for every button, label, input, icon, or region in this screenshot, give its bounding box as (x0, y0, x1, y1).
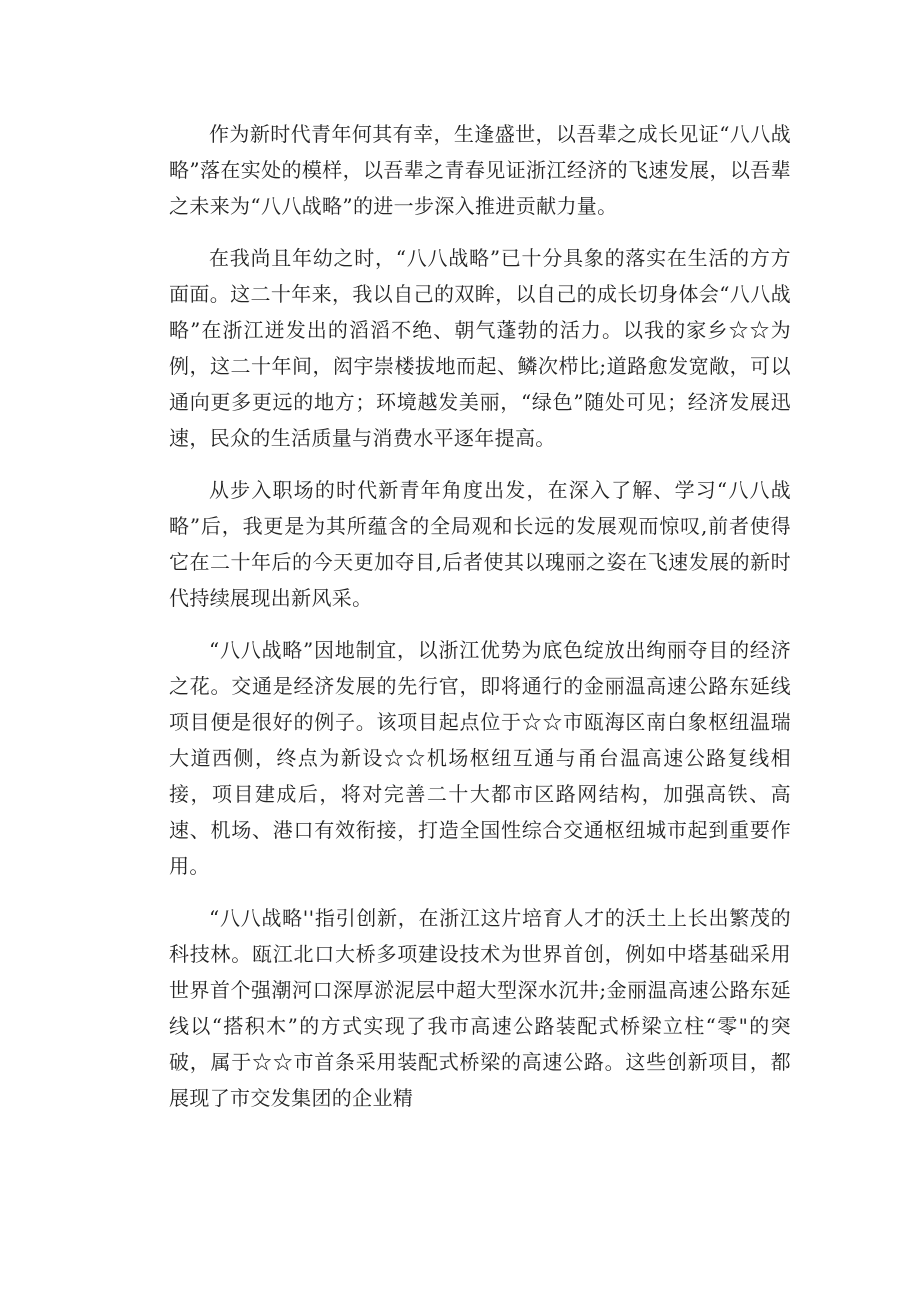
paragraph-2: 在我尚且年幼之时，“八八战略”已十分具象的落实在生活的方方面面。这二十年来，我以自己的双眸，以自己的成长切身体会“八八战略”在浙江迸发出的滔滔不绝、朝气蓬勃的活力。以我的家乡☆☆为例，这二十年间，闳宇崇楼拔地而起、鳞次栉比;道路愈发宽敞，可以通向更多更远的地方；环境越发美丽，“绿色”随处可见；经济发展迅速，民众的生活质量与消费水平逐年提高。 (169, 246, 791, 450)
paragraph-1: 作为新时代青年何其有幸，生逢盛世，以吾辈之成长见证“八八战略”落在实处的模样，以吾辈之青春见证浙江经济的飞速发展，以吾辈之未来为“八八战略”的进一步深入推进贡献力量。 (169, 122, 791, 218)
paragraph-5: “八八战略''指引创新，在浙江这片培育人才的沃土上长出繁茂的科技林。瓯江北口大桥多项建设技术为世界首创，例如中塔基础采用世界首个强潮河口深厚淤泥层中超大型深水沉井;金丽温高速公路东延线以“搭积木”的方式实现了我市高速公路装配式桥梁立柱“零"的突破，属于☆☆市首条采用装配式桥梁的高速公路。这些创新项目，都展现了市交发集团的企业精 (169, 906, 791, 1110)
paragraph-3: 从步入职场的时代新青年角度出发，在深入了解、学习“八八战略”后，我更是为其所蕴含的全局观和长远的发展观而惊叹,前者使得它在二十年后的今天更加夺目,后者使其以瑰丽之姿在飞速发展的新时代持续展现出新风采。 (169, 478, 791, 610)
document-body (169, 116, 791, 1132)
paragraph-4: “八八战略”因地制宜，以浙江优势为底色绽放出绚丽夺目的经济之花。交通是经济发展的先行官，即将通行的金丽温高速公路东延线项目便是很好的例子。该项目起点位于☆☆市瓯海区南白象枢纽温瑞大道西侧，终点为新设☆☆机场枢纽互通与甬台温高速公路复线相接，项目建成后，将对完善二十大都市区路网结构，加强高铁、高速、机场、港口有效衔接，打造全国性综合交通枢纽城市起到重要作用。 (169, 638, 791, 878)
